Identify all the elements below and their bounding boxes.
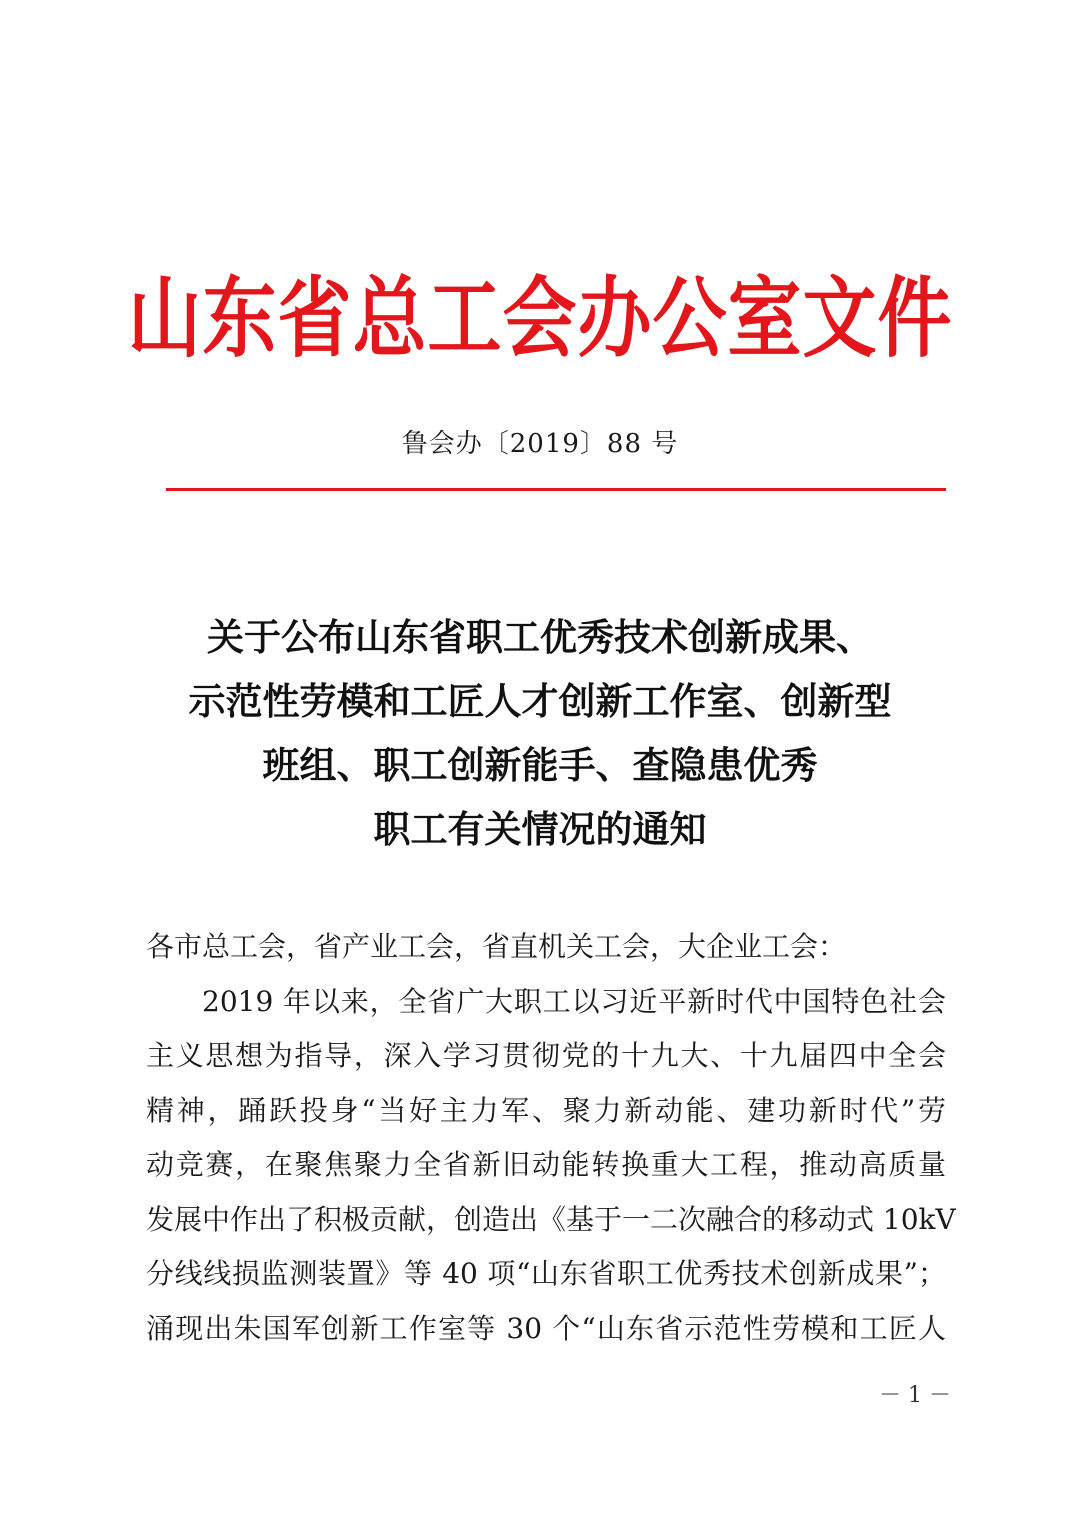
body-line: 主义思想为指导，深入学习贯彻党的十九大、十九届四中全会 [146, 1039, 946, 1072]
body-line: 涌现出朱国军创新工作室等 30 个“山东省示范性劳模和工匠人 [146, 1311, 946, 1345]
document-header-title: 山东省总工会办公室文件 [127, 268, 953, 370]
notice-title-line: 班组、职工创新能手、查隐患优秀 [262, 744, 818, 787]
document-number: 鲁会办〔2019〕88 号 [401, 429, 679, 459]
page-number: － 1 － [879, 1383, 951, 1408]
body-line: 分线线损监测装置》等 40 项“山东省职工优秀技术创新成果”； [146, 1257, 946, 1290]
notice-title [0, 606, 1080, 862]
notice-title-line: 职工有关情况的通知 [373, 808, 707, 851]
body-line: 精神，踊跃投身“当好主力军、聚力新动能、建功新时代”劳 [146, 1093, 946, 1127]
body-line: 动竞赛，在聚焦聚力全省新旧动能转换重大工程，推动高质量 [146, 1148, 946, 1181]
body-text [146, 920, 956, 1356]
body-line: 2019 年以来，全省广大职工以习近平新时代中国特色社会 [202, 984, 946, 1018]
notice-title-line: 关于公布山东省职工优秀技术创新成果、 [207, 616, 873, 659]
notice-title-line: 示范性劳模和工匠人才创新工作室、创新型 [188, 680, 892, 723]
addressee: 各市总工会，省产业工会，省直机关工会，大企业工会： [146, 930, 847, 963]
header-divider [166, 488, 946, 491]
body-line: 发展中作出了积极贡献，创造出《基于一二次融合的移动式 10kV [146, 1202, 956, 1236]
